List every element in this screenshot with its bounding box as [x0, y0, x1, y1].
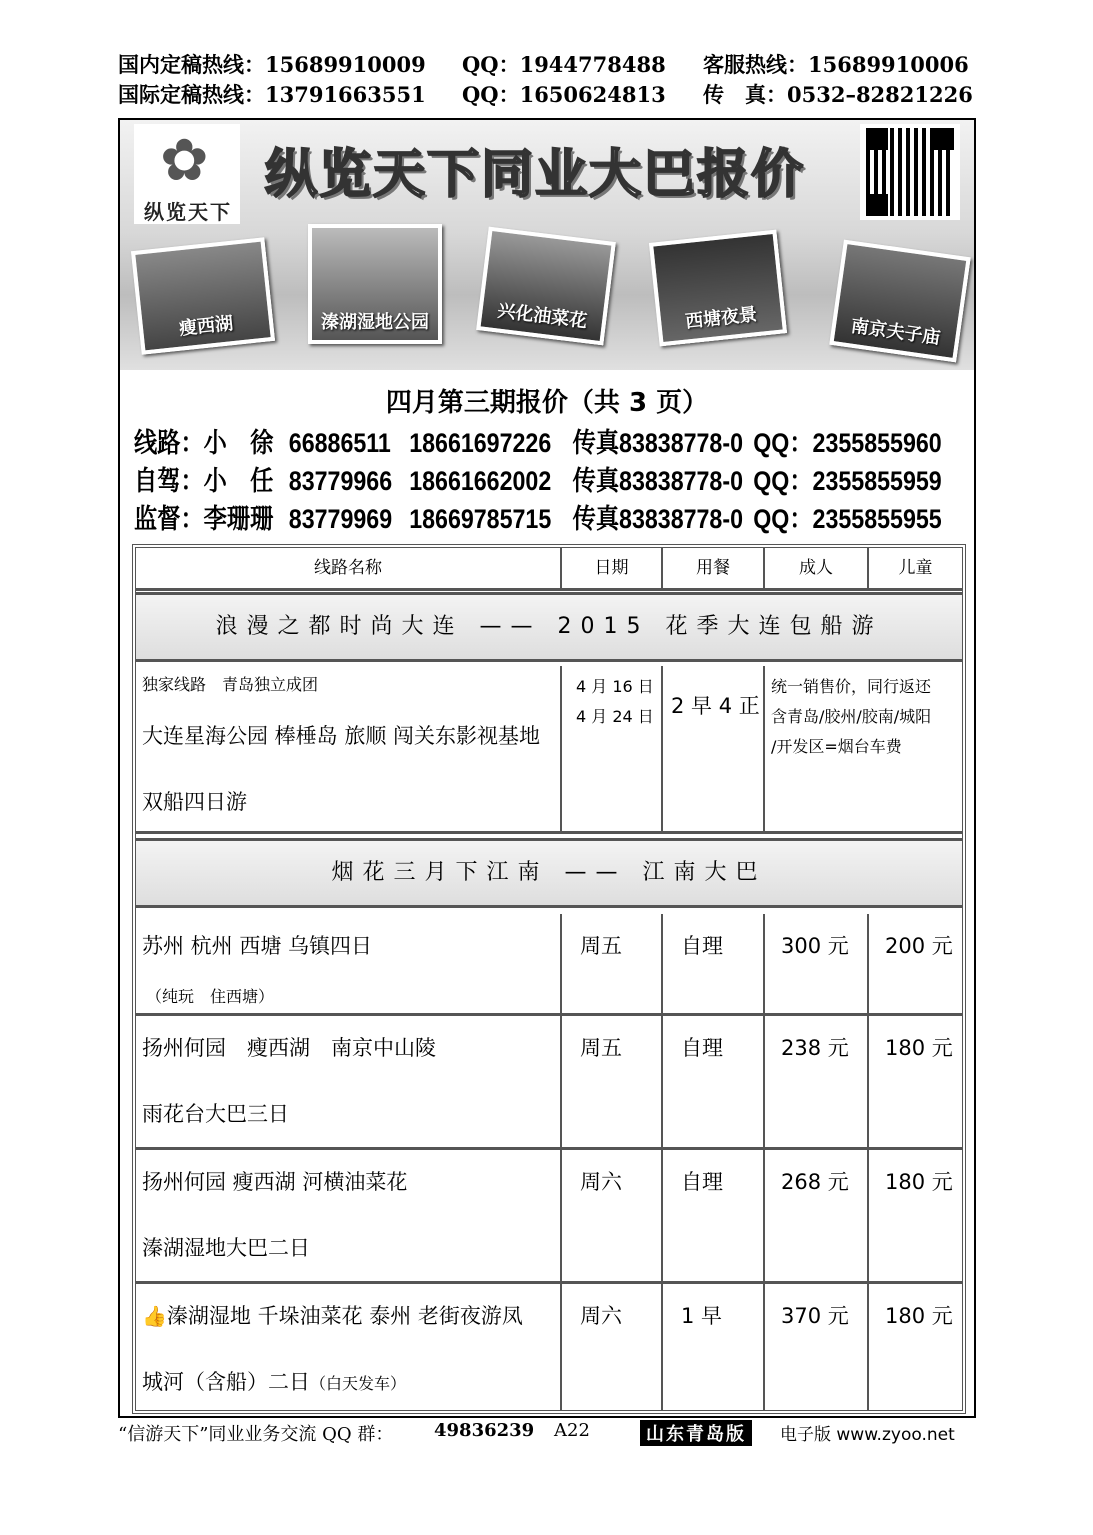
table-row — [136, 666, 962, 834]
thumbs-up-icon: 👍 — [142, 1304, 167, 1328]
section-jiangnan: 烟花三月下江南 —— 江南大巴 — [136, 838, 962, 908]
brand-logo — [134, 124, 240, 224]
contact-mobile: 18661662002 — [409, 466, 552, 496]
quote-title: 四月第三期报价（共 3 页） — [385, 388, 709, 418]
service-hotline: 客服热线：15689910006 — [703, 52, 969, 77]
price-note: 含青岛/胶州/胶南/城阳 — [771, 707, 932, 726]
route-meal: 1 早 — [681, 1304, 723, 1328]
photo-label: 西塘夜景 — [684, 304, 759, 333]
photo-xitang — [649, 230, 787, 347]
adult-price: 300 元 — [781, 934, 849, 958]
route-day: 周六 — [580, 1170, 622, 1194]
table-header — [136, 548, 962, 591]
intl-qq: QQ：1650624813 — [462, 82, 666, 107]
photo-label: 溱湖湿地公园 — [321, 312, 429, 333]
photo-shouxihu — [131, 237, 275, 354]
adult-price: 238 元 — [781, 1036, 849, 1060]
footer-site: 电子版 www.zyoo.net — [780, 1425, 955, 1445]
flower-icon: ✿ — [160, 126, 209, 194]
contact-mobile: 18661697226 — [409, 428, 552, 458]
photo-label: 南京夫子庙 — [849, 315, 942, 349]
route-name: 扬州何园 瘦西湖 河横油菜花 — [142, 1170, 408, 1194]
footer-group-number: 49836239 — [434, 1420, 535, 1441]
contact-qq: QQ：2355855959 — [753, 466, 942, 496]
banner — [120, 120, 974, 370]
header-meal: 用餐 — [663, 548, 765, 588]
footer-page: A22 — [554, 1420, 590, 1441]
domestic-qq: QQ：1944778488 — [462, 52, 666, 77]
fax-number: 传 真：0532–82821226 — [703, 82, 973, 107]
contact-mobile: 18669785715 — [409, 504, 552, 534]
edition-badge: 山东青岛版 — [640, 1420, 752, 1446]
adult-price: 268 元 — [781, 1170, 849, 1194]
contact-row — [134, 424, 960, 462]
route-note: （白天发车） — [310, 1374, 407, 1393]
photo-fuzimiao — [829, 240, 971, 363]
contact-tel: 66886511 — [288, 428, 391, 458]
table-row — [136, 1284, 962, 1414]
route-day: 周五 — [580, 1036, 622, 1060]
route-name: 大连星海公园 棒棰岛 旅顺 闯关东影视基地 — [142, 724, 541, 748]
photo-label: 瘦西湖 — [178, 313, 235, 340]
date-1: 4 月 16 日 — [576, 677, 654, 696]
photo-label: 兴化油菜花 — [496, 300, 589, 333]
route-name-2: 双船四日游 — [142, 790, 247, 814]
footer-group: “信游天下”同业业务交流 QQ 群： — [118, 1424, 394, 1445]
route-name-2: 溱湖湿地大巴二日 — [142, 1236, 310, 1260]
date-2: 4 月 24 日 — [576, 707, 654, 726]
route-name: 扬州何园 瘦西湖 南京中山陵 — [142, 1036, 436, 1060]
header-child: 儿童 — [898, 558, 933, 578]
contact-tel: 83779966 — [288, 466, 393, 496]
page-footer — [118, 1418, 978, 1448]
table-row — [136, 1150, 962, 1284]
photo-xinghua — [476, 227, 616, 346]
child-price: 180 元 — [885, 1036, 953, 1060]
header-date: 日期 — [562, 548, 663, 588]
price-table — [132, 544, 966, 1414]
child-price: 180 元 — [885, 1170, 953, 1194]
contact-role: 自驾：小 任 — [134, 466, 274, 496]
contact-fax: 传真83838778-0 — [572, 504, 744, 534]
route-note: （纯玩 住西塘） — [146, 987, 275, 1006]
contact-role: 线路：小 徐 — [134, 428, 274, 458]
main-frame — [118, 118, 976, 1418]
route-name: 苏州 杭州 西塘 乌镇四日 — [142, 934, 373, 958]
banner-title: 纵览天下同业大巴报价 — [265, 145, 806, 205]
route-meal: 自理 — [681, 934, 723, 958]
route-name-2: 雨花台大巴三日 — [142, 1102, 289, 1126]
contact-fax: 传真83838778-0 — [572, 466, 744, 496]
route-day: 周六 — [580, 1304, 622, 1328]
logo-text: 纵览天下 — [144, 200, 232, 224]
route-name: 溱湖湿地 千垛油菜花 泰州 老街夜游凤 — [166, 1304, 523, 1328]
contact-list — [134, 424, 960, 538]
price-note: /开发区=烟台车费 — [771, 737, 902, 756]
contact-row — [134, 462, 960, 500]
route-day: 周五 — [580, 934, 622, 958]
hotline-header — [118, 50, 978, 110]
contact-role: 监督：李珊珊 — [134, 504, 274, 534]
contact-qq: QQ：2355855955 — [753, 504, 942, 534]
route-name-2: 城河（含船）二日 — [142, 1370, 310, 1394]
header-adult: 成人 — [765, 548, 869, 588]
child-price: 180 元 — [885, 1304, 953, 1328]
intl-hotline: 国际定稿热线：13791663551 — [118, 82, 426, 107]
table-row — [136, 1016, 962, 1150]
contact-fax: 传真83838778-0 — [572, 428, 744, 458]
header-route: 线路名称 — [136, 548, 562, 588]
photo-qinhu — [308, 224, 442, 344]
contact-qq: QQ：2355855960 — [753, 428, 942, 458]
route-meal: 自理 — [681, 1170, 723, 1194]
meal: 2 早 4 正 — [671, 694, 760, 718]
adult-price: 370 元 — [781, 1304, 849, 1328]
section-dalian: 浪漫之都时尚大连 —— 2015 花季大连包船游 — [136, 592, 962, 662]
qr-code-icon — [860, 124, 960, 220]
route-meal: 自理 — [681, 1036, 723, 1060]
price-note: 统一销售价，同行返还 — [771, 677, 932, 696]
domestic-hotline: 国内定稿热线：15689910009 — [118, 52, 426, 77]
contact-row — [134, 500, 960, 538]
table-row — [136, 914, 962, 1016]
child-price: 200 元 — [885, 934, 953, 958]
route-tag: 独家线路 青岛独立成团 — [142, 675, 319, 694]
contact-tel: 83779969 — [288, 504, 393, 534]
